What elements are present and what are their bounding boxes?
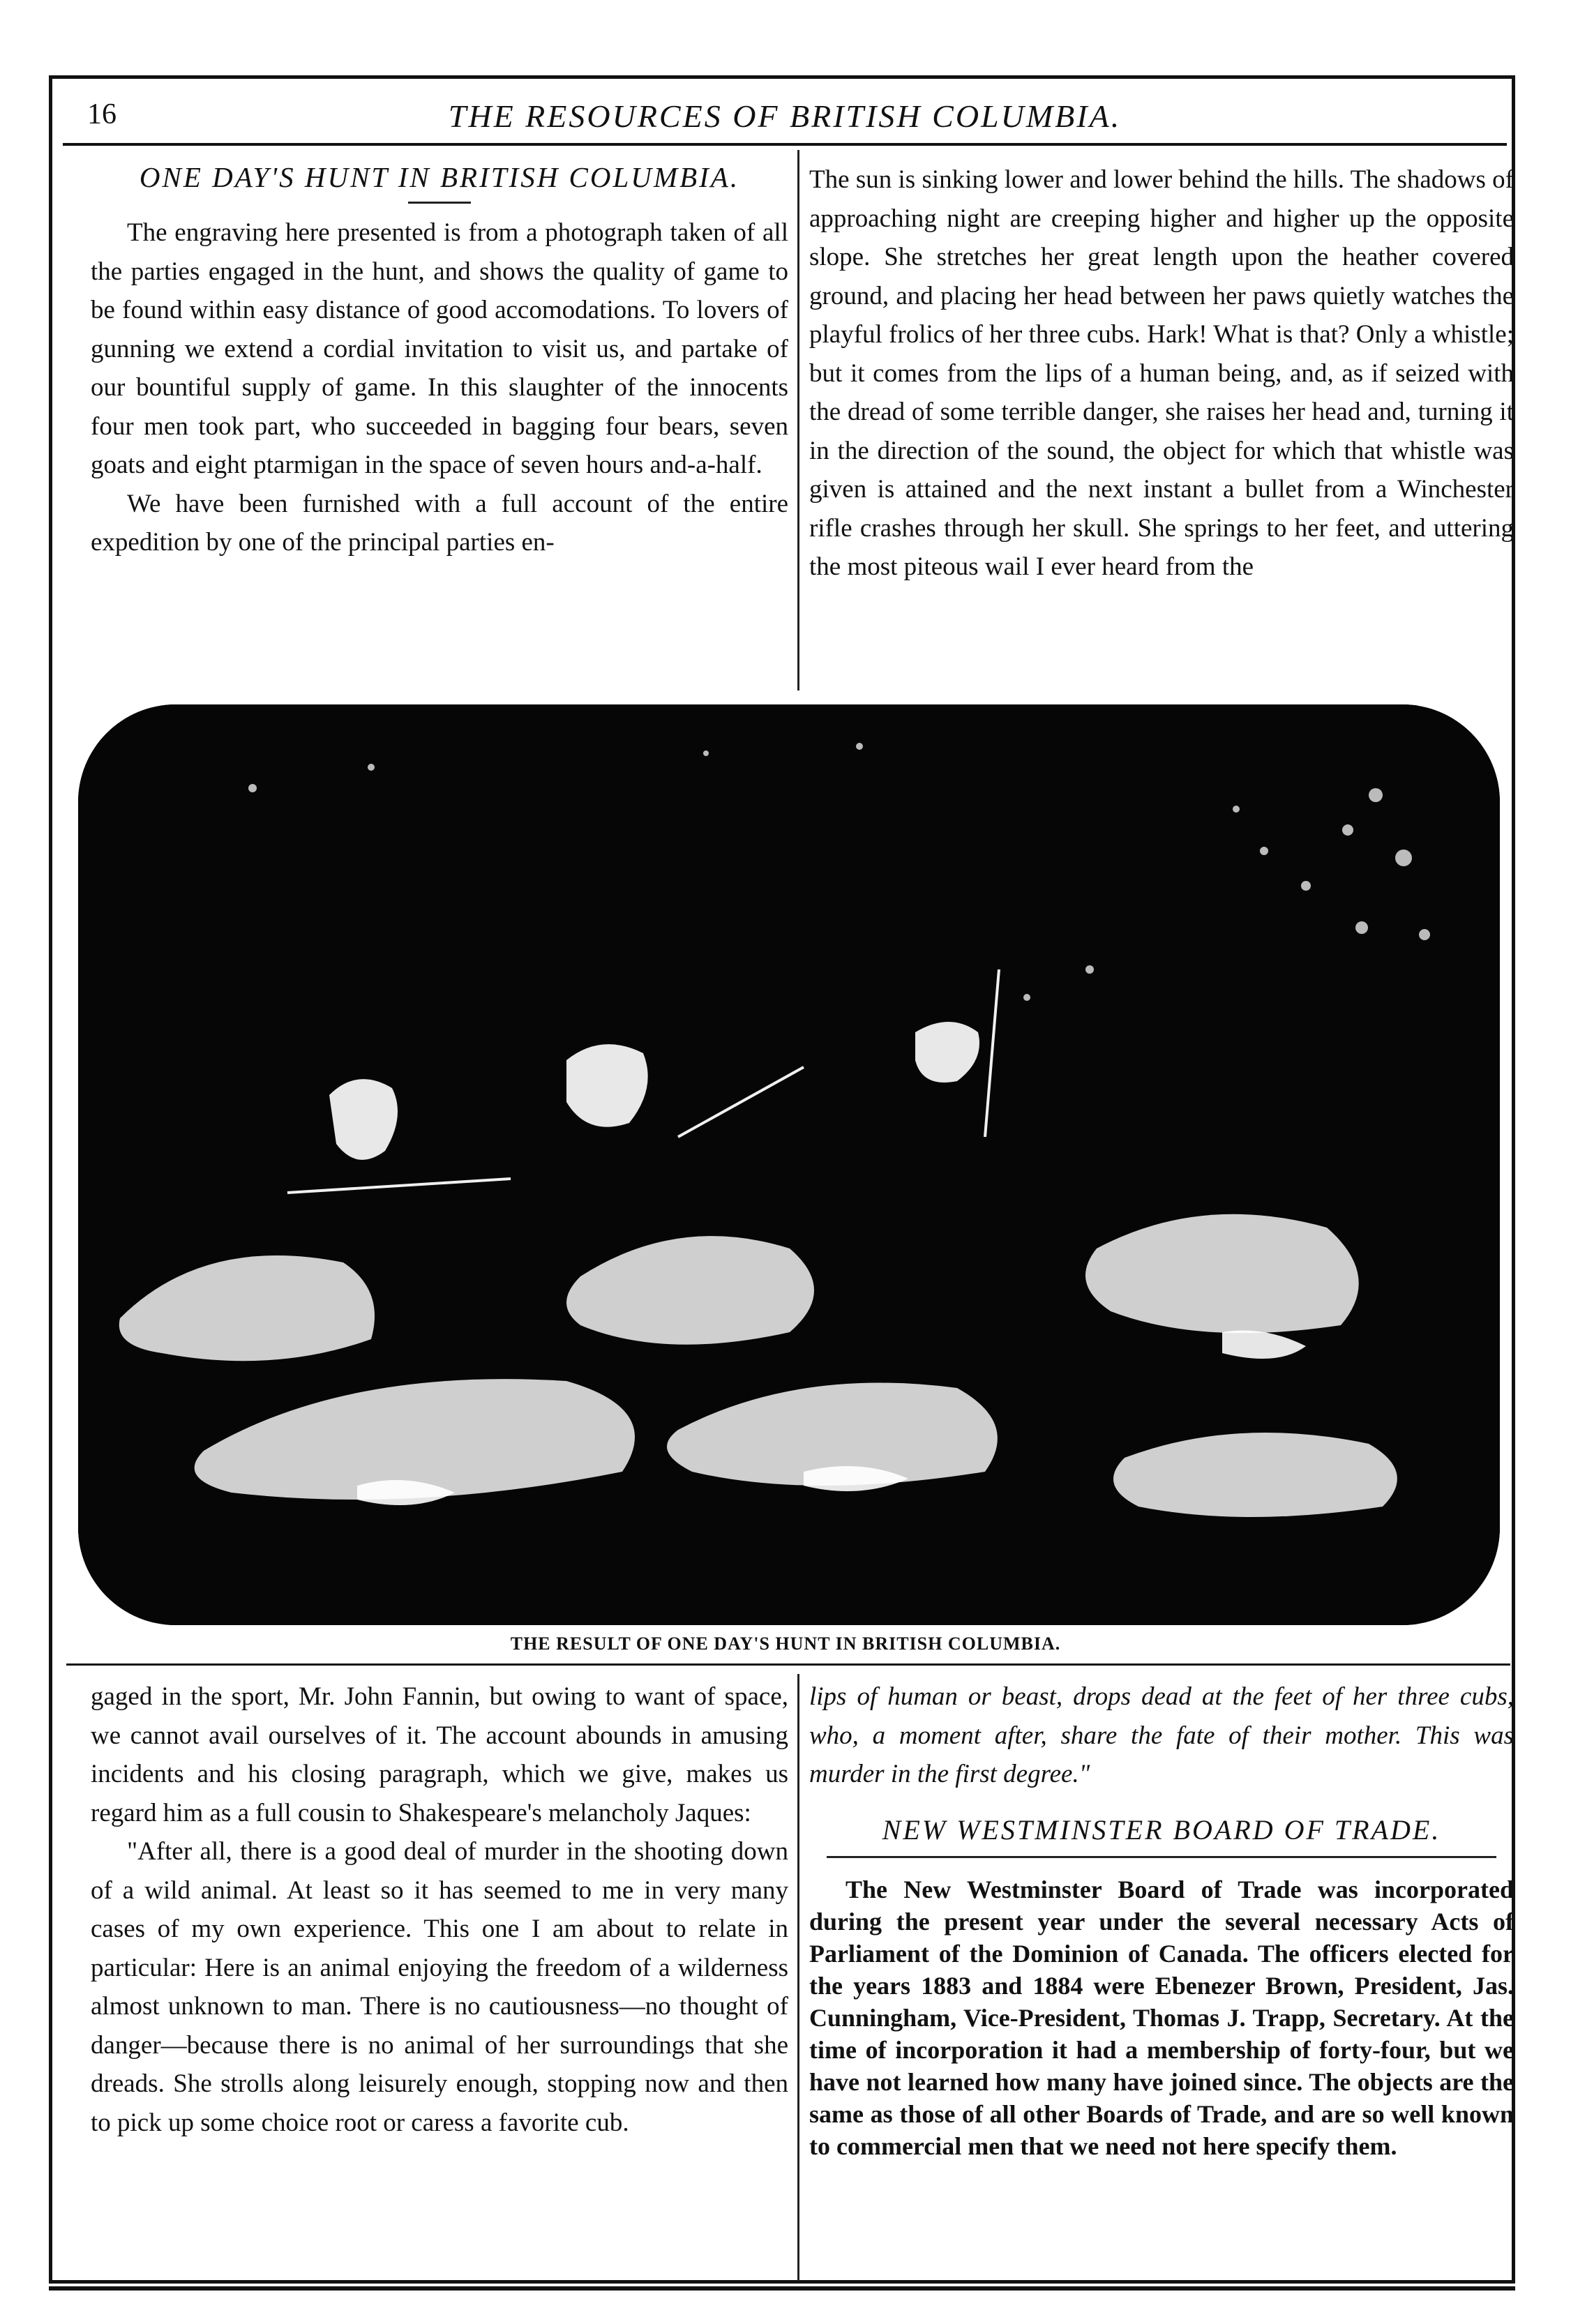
photo-caption: THE RESULT OF ONE DAY'S HUNT IN BRITISH COLUMBIA. xyxy=(510,1633,1061,1654)
article-title-board-of-trade: NEW WESTMINSTER BOARD OF TRADE. xyxy=(882,1813,1441,1846)
hunt-quote-part-2: The sun is sinking lower and lower behind the hills. The shadows of approaching night are creeping higher and higher up the opposite slope. She stretches her great length upon the heather covered ground, and placing her head between her paws quietly watches the playful frolics of her three cubs. Hark! What is that? Only a whistle; but it comes from the lips of a human being, and, as if seized with the dread of some terrible danger, she raises her head and, turning it in the direction of the sound, the object for which that whistle was given is attained and the next instant a bullet from a Winchester rifle crashes through her skull. She springs to her feet, and uttering the most piteous wail I ever heard from the xyxy=(809,165,1514,581)
board-title-rule xyxy=(827,1856,1496,1858)
column-top-left xyxy=(91,160,788,691)
header-rule xyxy=(63,143,1507,146)
hunt-paragraph-1: The engraving here presented is from a photograph taken of all the parties engaged in the hunt, and shows the quality of game to be found within easy distance of good accomodations. To lovers of gunning we extend a cordial invitation to visit us, and partake of our bountiful supply of game. In this slaughter of the innocents four men took part, who succeeded in bagging four bears, seven goats and eight ptarmigan in the space of seven hours and-a-half. xyxy=(91,218,788,480)
article-title-hunt: ONE DAY'S HUNT IN BRITISH COLUMBIA. xyxy=(139,161,740,193)
board-of-trade-paragraph: The New Westminster Board of Trade was incorporated during the present year under the several necessary Acts of Parliament of the Dominion of Canada. The officers elected for the years 1883 and 1884 were Ebenezer Brown, President, Jas. Cunningham, Vice-President, Thomas J. Trapp, Secretary. At the time of incorporation it had a membership of forty-four, but we have not learned how many have joined since. The objects are the same as those of all other Boards of Trade, and are so well known to commercial men that we need not here specify them. xyxy=(809,1875,1514,2160)
hunt-engraving-image xyxy=(78,704,1500,1625)
hunt-quote-part-1: "After all, there is a good deal of murder in the shooting down of a wild animal. At least so it has seemed to me in very many cases of my own experience. This one I am about to relate in particular: Here is an animal enjoying the freedom of a wilderness almost unknown to man. There is no cautiousness—no thought of danger—because there is no animal of her surroundings that she dreads. She strolls along leisurely enough, stopping now and then to pick up some choice root or caress a favorite cub. xyxy=(91,1837,788,2137)
column-top-right xyxy=(809,160,1514,691)
hunt-photograph xyxy=(78,704,1500,1625)
hunt-quote-part-3: lips of human or beast, drops dead at the feet of her three cubs, who, a moment after, share the fate of their mother. This was murder in the first degree." xyxy=(809,1682,1514,1788)
column-bottom-left xyxy=(91,1677,788,2277)
bottom-rule xyxy=(49,2286,1515,2291)
column-bottom-right xyxy=(809,1677,1514,2277)
caption-rule xyxy=(66,1663,1510,1666)
title-rule xyxy=(408,202,471,204)
page-header xyxy=(66,98,1503,139)
column-divider-bottom xyxy=(797,1674,799,2281)
page-number: 16 xyxy=(87,98,116,130)
column-divider-top xyxy=(797,150,799,691)
hunt-paragraph-2-end: gaged in the sport, Mr. John Fannin, but owing to want of space, we cannot avail ourselves of it. The account abounds in amusing incidents and his closing paragraph, which we give, makes us regard him as a full cousin to Shakespeare's melancholy Jaques: xyxy=(91,1682,788,1827)
running-title: THE RESOURCES OF BRITISH COLUMBIA. xyxy=(448,98,1122,134)
hunt-paragraph-2-start: We have been furnished with a full account of the entire expedition by one of the principal parties en- xyxy=(91,489,788,557)
